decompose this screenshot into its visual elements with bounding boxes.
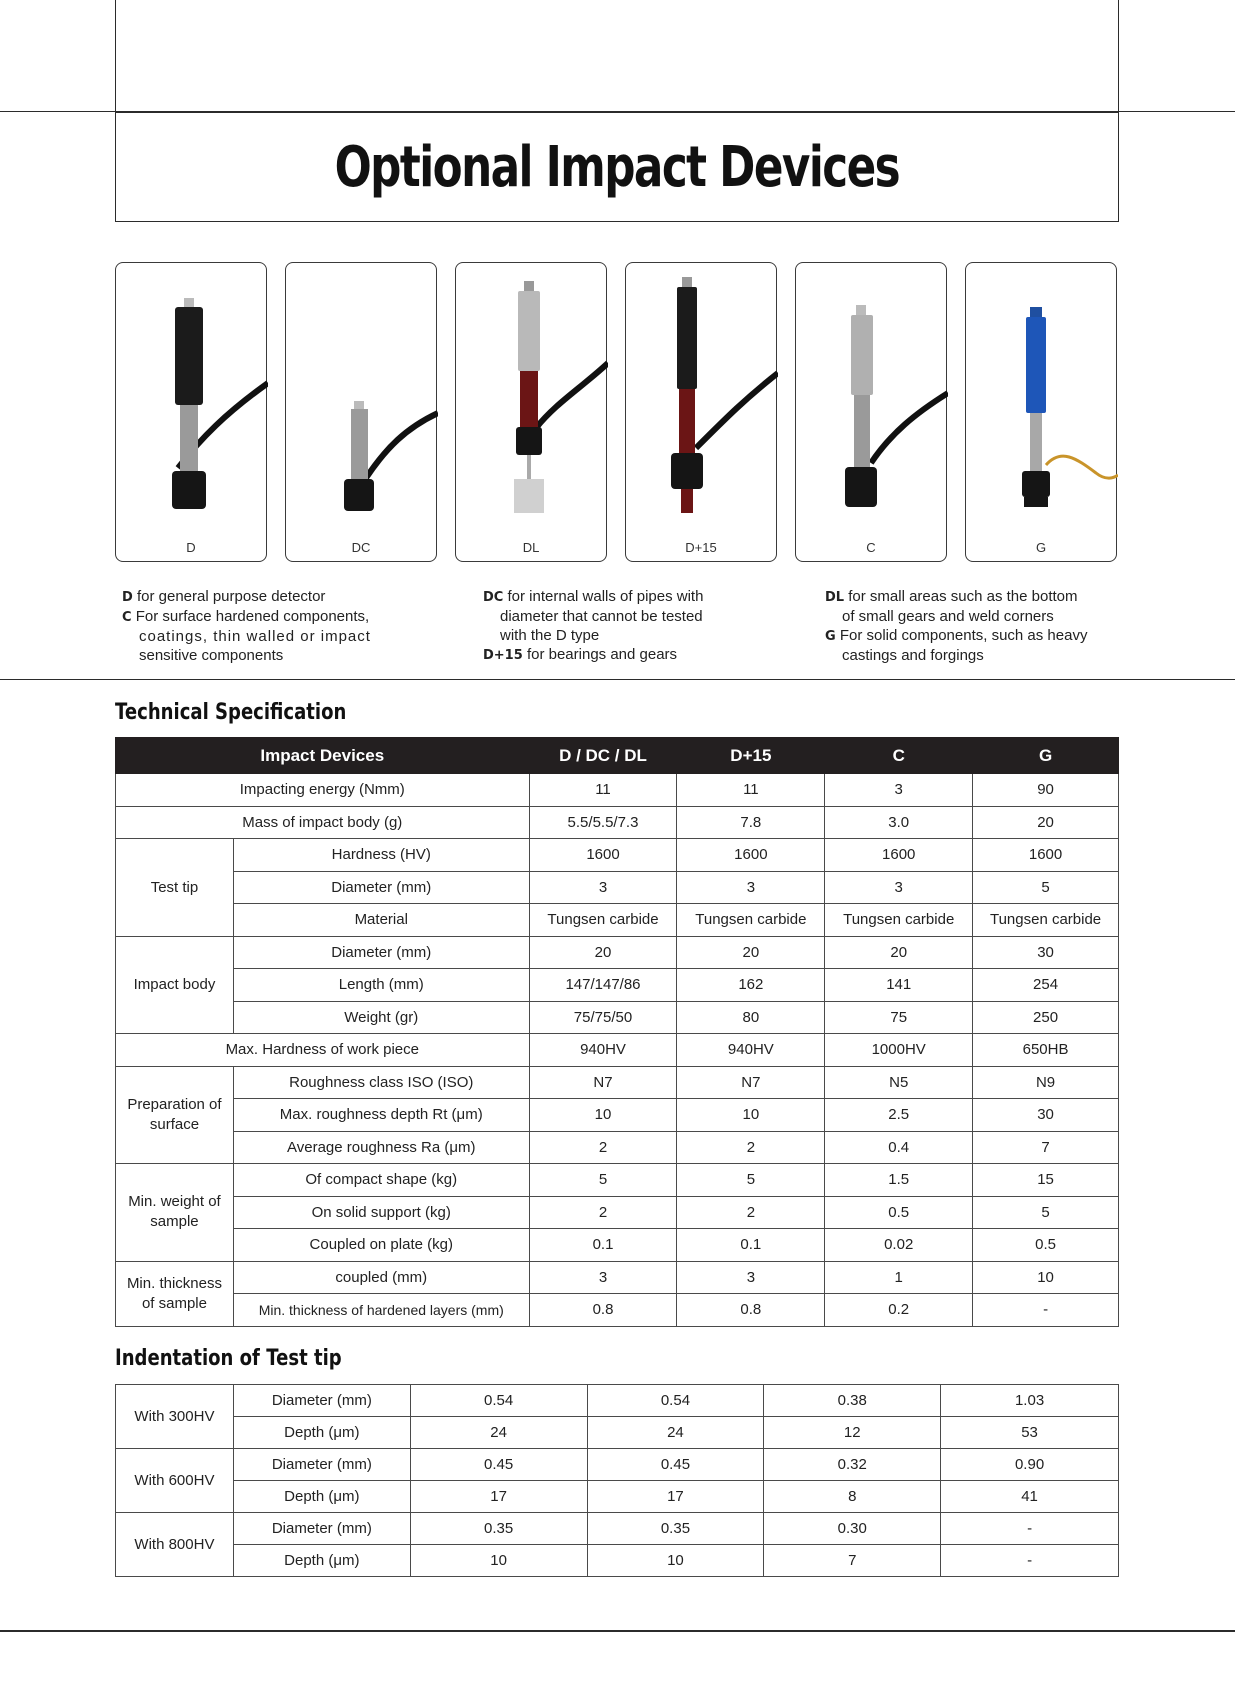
cell: 30	[973, 936, 1119, 969]
cell: 41	[941, 1481, 1119, 1513]
cell: 5	[529, 1164, 677, 1197]
device-card-g	[965, 262, 1117, 562]
cell: 17	[587, 1481, 764, 1513]
table-row	[116, 1164, 1119, 1197]
row-label: Depth (μm)	[233, 1481, 410, 1513]
row-label: Impacting energy (Nmm)	[116, 774, 530, 807]
cell: 0.35	[587, 1513, 764, 1545]
cell: 141	[825, 969, 973, 1002]
cell: 0.38	[764, 1385, 941, 1417]
cell: 24	[587, 1417, 764, 1449]
cell: 0.35	[410, 1513, 587, 1545]
table-row	[116, 1131, 1119, 1164]
device-label-dc: DC	[351, 540, 371, 555]
table-row	[116, 1034, 1119, 1067]
cell: 2	[529, 1131, 677, 1164]
device-card-d	[115, 262, 267, 562]
device-label-d15: D+15	[685, 540, 717, 555]
cell: 8	[764, 1481, 941, 1513]
group-label-min-weight: Min. weight of sample	[116, 1164, 234, 1262]
cell: 11	[529, 774, 677, 807]
cell: 90	[973, 774, 1119, 807]
cell: 12	[764, 1417, 941, 1449]
probe-g-icon	[966, 263, 1118, 543]
table-row	[116, 969, 1119, 1002]
header-impact-devices: Impact Devices	[116, 738, 530, 774]
cell: 10	[529, 1099, 677, 1132]
cell: Tungsen carbide	[529, 904, 677, 937]
header-d15: D+15	[677, 738, 825, 774]
table-row	[116, 1294, 1119, 1327]
device-label-g: G	[1035, 540, 1047, 555]
cell: 3	[825, 871, 973, 904]
cell: 0.2	[825, 1294, 973, 1327]
cell: Tungsen carbide	[973, 904, 1119, 937]
desc-dl-2: of small gears and weld corners	[842, 608, 1054, 625]
row-label: Diameter (mm)	[233, 1449, 410, 1481]
row-label: Weight (gr)	[233, 1001, 529, 1034]
frame-line-right-top	[1118, 0, 1119, 112]
cell: 3	[677, 1261, 825, 1294]
desc-dl-1: for small areas such as the bottom	[844, 588, 1078, 605]
group-label-test-tip: Test tip	[116, 839, 234, 937]
cell: 0.5	[825, 1196, 973, 1229]
tech-spec-table	[115, 737, 1119, 1327]
cell: 17	[410, 1481, 587, 1513]
cell: 0.45	[410, 1449, 587, 1481]
device-label-c: C	[866, 540, 876, 555]
description-col-2	[483, 587, 793, 665]
cell: 2.5	[825, 1099, 973, 1132]
code-dl: DL	[825, 590, 845, 605]
table-row	[116, 1385, 1119, 1417]
device-card-d15	[625, 262, 777, 562]
cell: 0.54	[410, 1385, 587, 1417]
desc-c-3: sensitive components	[139, 647, 284, 664]
cell: 250	[973, 1001, 1119, 1034]
probe-dc-icon	[286, 263, 438, 543]
frame-line-left-top	[115, 0, 116, 112]
cell: 940HV	[677, 1034, 825, 1067]
desc-c-2: coatings, thin walled or impact	[139, 628, 371, 645]
row-label: Average roughness Ra (μm)	[233, 1131, 529, 1164]
cell: 20	[825, 936, 973, 969]
cell: 3.0	[825, 806, 973, 839]
cell: 0.4	[825, 1131, 973, 1164]
cell: 1000HV	[825, 1034, 973, 1067]
cell: 1	[825, 1261, 973, 1294]
cell: 2	[677, 1131, 825, 1164]
cell: 7.8	[677, 806, 825, 839]
cell: 0.1	[529, 1229, 677, 1262]
row-label: Length (mm)	[233, 969, 529, 1002]
table-row	[116, 774, 1119, 807]
group-label-min-thickness: Min. thickness of sample	[116, 1261, 234, 1326]
table-row	[116, 1481, 1119, 1513]
cell: 2	[529, 1196, 677, 1229]
cell: 75	[825, 1001, 973, 1034]
cell: 10	[677, 1099, 825, 1132]
row-label: Diameter (mm)	[233, 871, 529, 904]
device-card-dl	[455, 262, 607, 562]
row-label: Max. Hardness of work piece	[116, 1034, 530, 1067]
code-c: C	[122, 610, 132, 625]
table-row	[116, 1066, 1119, 1099]
row-label: Material	[233, 904, 529, 937]
cell: 80	[677, 1001, 825, 1034]
group-label-800hv: With 800HV	[116, 1513, 234, 1577]
table-row	[116, 1001, 1119, 1034]
cell: 1600	[825, 839, 973, 872]
row-label: Diameter (mm)	[233, 936, 529, 969]
cell: 0.30	[764, 1513, 941, 1545]
row-label: Depth (μm)	[233, 1545, 410, 1577]
cell: 0.1	[677, 1229, 825, 1262]
cell: 30	[973, 1099, 1119, 1132]
header-c: C	[825, 738, 973, 774]
probe-dl-icon	[456, 263, 608, 543]
cell: 0.8	[677, 1294, 825, 1327]
desc-dc-2: diameter that cannot be tested	[500, 608, 703, 625]
cell: 75/75/50	[529, 1001, 677, 1034]
row-label: Max. roughness depth Rt (μm)	[233, 1099, 529, 1132]
cell: 5	[973, 1196, 1119, 1229]
code-d: D	[122, 590, 133, 605]
cell: 5	[973, 871, 1119, 904]
cell: 1600	[973, 839, 1119, 872]
cell: 53	[941, 1417, 1119, 1449]
cell: 1600	[677, 839, 825, 872]
probe-c-icon	[796, 263, 948, 543]
table-header-row	[116, 738, 1119, 774]
cell: 0.90	[941, 1449, 1119, 1481]
cell: 5.5/5.5/7.3	[529, 806, 677, 839]
cell: 7	[973, 1131, 1119, 1164]
group-label-300hv: With 300HV	[116, 1385, 234, 1449]
tech-spec-heading: Technical Specification	[115, 700, 347, 725]
cell: 10	[973, 1261, 1119, 1294]
cell: 3	[677, 871, 825, 904]
table-row	[116, 806, 1119, 839]
cell: 0.5	[973, 1229, 1119, 1262]
table-row	[116, 904, 1119, 937]
description-col-1	[122, 587, 452, 665]
table-row	[116, 1261, 1119, 1294]
row-label: Depth (μm)	[233, 1417, 410, 1449]
description-col-3	[825, 587, 1135, 665]
table-row	[116, 1099, 1119, 1132]
desc-dc-3: with the D type	[500, 627, 600, 644]
row-label: Hardness (HV)	[233, 839, 529, 872]
desc-dc-1: for internal walls of pipes with	[503, 588, 704, 605]
group-label-preparation: Preparation of surface	[116, 1066, 234, 1164]
header-d-dc-dl: D / DC / DL	[529, 738, 677, 774]
table-row	[116, 1513, 1119, 1545]
group-label-600hv: With 600HV	[116, 1449, 234, 1513]
cell: Tungsen carbide	[677, 904, 825, 937]
page-title: Optional Impact Devices	[334, 134, 900, 200]
row-label: Diameter (mm)	[233, 1513, 410, 1545]
desc-d15: for bearings and gears	[522, 646, 678, 663]
code-d15: D+15	[483, 648, 523, 663]
cell: -	[973, 1294, 1119, 1327]
cell: 0.02	[825, 1229, 973, 1262]
header-g: G	[973, 738, 1119, 774]
row-label: On solid support (kg)	[233, 1196, 529, 1229]
table-row	[116, 936, 1119, 969]
table-row	[116, 1449, 1119, 1481]
cell: 162	[677, 969, 825, 1002]
table-row	[116, 1545, 1119, 1577]
cell: 10	[410, 1545, 587, 1577]
row-label: Of compact shape (kg)	[233, 1164, 529, 1197]
cell: 0.54	[587, 1385, 764, 1417]
cell: 1600	[529, 839, 677, 872]
cell: 24	[410, 1417, 587, 1449]
table-row	[116, 839, 1119, 872]
cell: 940HV	[529, 1034, 677, 1067]
table-row	[116, 1229, 1119, 1262]
table-row	[116, 1196, 1119, 1229]
desc-g-2: castings and forgings	[842, 647, 984, 664]
device-label-dl: DL	[522, 540, 540, 555]
cell: 1.5	[825, 1164, 973, 1197]
cell: 0.32	[764, 1449, 941, 1481]
cell: 10	[587, 1545, 764, 1577]
row-label: Min. thickness of hardened layers (mm)	[233, 1294, 529, 1327]
device-cards	[115, 262, 1120, 562]
desc-g-1: For solid components, such as heavy	[835, 627, 1088, 644]
cell: 650HB	[973, 1034, 1119, 1067]
row-label: Diameter (mm)	[233, 1385, 410, 1417]
cell: 0.8	[529, 1294, 677, 1327]
frame-line-mid-horizontal	[0, 679, 1235, 680]
cell: 3	[529, 871, 677, 904]
cell: 7	[764, 1545, 941, 1577]
desc-c-1: For surface hardened components,	[131, 608, 370, 625]
code-dc: DC	[483, 590, 504, 605]
cell: N7	[529, 1066, 677, 1099]
cell: Tungsen carbide	[825, 904, 973, 937]
cell: -	[941, 1545, 1119, 1577]
title-box	[115, 112, 1119, 222]
device-card-dc	[285, 262, 437, 562]
cell: 15	[973, 1164, 1119, 1197]
row-label: Roughness class ISO (ISO)	[233, 1066, 529, 1099]
device-card-c	[795, 262, 947, 562]
cell: 3	[825, 774, 973, 807]
code-g: G	[825, 629, 836, 644]
cell: 20	[529, 936, 677, 969]
cell: 1.03	[941, 1385, 1119, 1417]
frame-line-bottom-horizontal	[0, 1630, 1235, 1632]
cell: 0.45	[587, 1449, 764, 1481]
desc-d: for general purpose detector	[132, 588, 326, 605]
probe-d15-icon	[626, 263, 778, 543]
cell: 147/147/86	[529, 969, 677, 1002]
cell: 11	[677, 774, 825, 807]
cell: 3	[529, 1261, 677, 1294]
row-label: Coupled on plate (kg)	[233, 1229, 529, 1262]
device-label-d: D	[186, 540, 196, 555]
cell: N7	[677, 1066, 825, 1099]
cell: 20	[677, 936, 825, 969]
indentation-heading: Indentation of Test tip	[115, 1346, 342, 1371]
group-label-impact-body: Impact body	[116, 936, 234, 1034]
cell: 5	[677, 1164, 825, 1197]
row-label: Mass of impact body (g)	[116, 806, 530, 839]
cell: N5	[825, 1066, 973, 1099]
cell: 20	[973, 806, 1119, 839]
cell: 2	[677, 1196, 825, 1229]
row-label: coupled (mm)	[233, 1261, 529, 1294]
cell: N9	[973, 1066, 1119, 1099]
cell: -	[941, 1513, 1119, 1545]
indentation-table	[115, 1384, 1119, 1577]
table-row	[116, 1417, 1119, 1449]
table-row	[116, 871, 1119, 904]
cell: 254	[973, 969, 1119, 1002]
probe-d-icon	[116, 263, 268, 543]
